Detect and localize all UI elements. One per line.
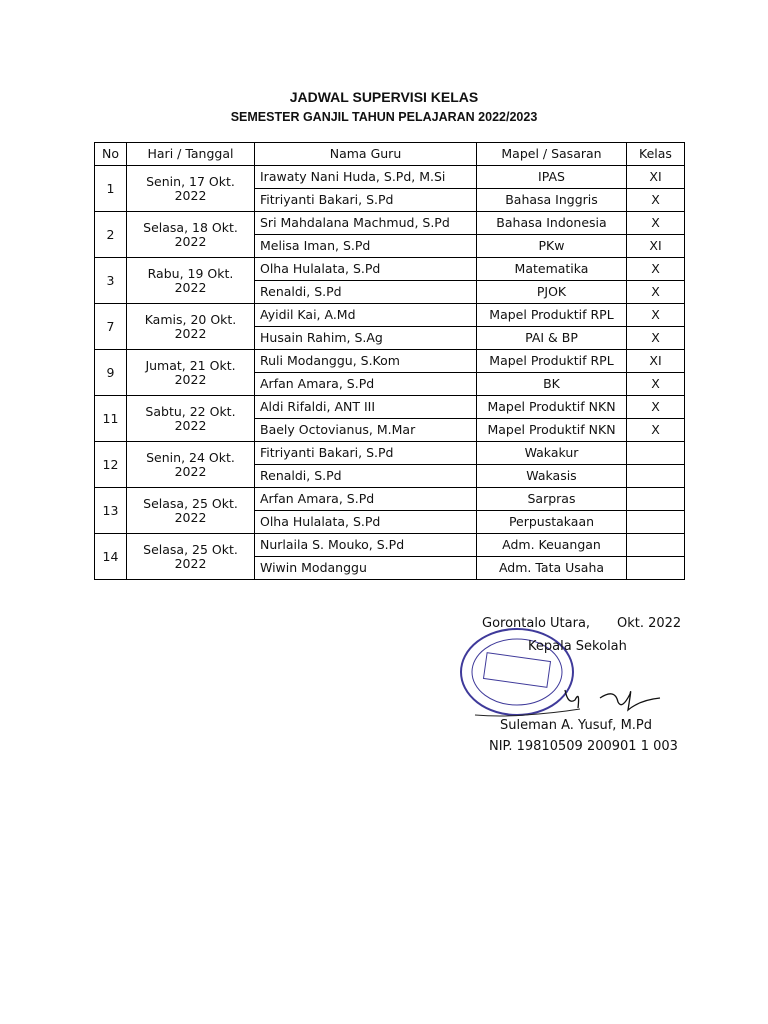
date-cell	[127, 442, 255, 488]
subject-cell: Mapel Produktif NKN	[477, 419, 627, 442]
teacher-name: Baely Octovianus, M.Mar	[255, 419, 477, 442]
teacher-name: Ayidil Kai, A.Md	[255, 304, 477, 327]
class-cell: X	[627, 281, 685, 304]
class-cell: X	[627, 419, 685, 442]
signature-scribble	[560, 680, 670, 720]
date-year: 2022	[174, 233, 207, 249]
date-year: 2022	[174, 417, 207, 433]
date-cell	[127, 258, 255, 304]
signature-place: Gorontalo Utara,	[482, 616, 591, 631]
class-cell	[627, 534, 685, 557]
date-year: 2022	[174, 555, 207, 571]
table-body	[95, 166, 685, 580]
signature-role: Kepala Sekolah	[528, 639, 627, 654]
teacher-name: Olha Hulalata, S.Pd	[255, 511, 477, 534]
date-cell	[127, 166, 255, 212]
date-cell	[127, 396, 255, 442]
class-cell: X	[627, 258, 685, 281]
date-cell	[127, 350, 255, 396]
class-cell: X	[627, 212, 685, 235]
table-row	[95, 212, 685, 235]
teacher-name: Wiwin Modanggu	[255, 557, 477, 580]
class-cell	[627, 442, 685, 465]
class-cell: X	[627, 189, 685, 212]
teacher-name: Aldi Rifaldi, ANT III	[255, 396, 477, 419]
subject-cell: IPAS	[477, 166, 627, 189]
class-cell	[627, 557, 685, 580]
subject-cell: Bahasa Indonesia	[477, 212, 627, 235]
row-number: 11	[95, 396, 127, 442]
class-cell: X	[627, 373, 685, 396]
class-cell	[627, 488, 685, 511]
subject-cell: Adm. Keuangan	[477, 534, 627, 557]
teacher-name: Melisa Iman, S.Pd	[255, 235, 477, 258]
table-row	[95, 350, 685, 373]
row-number: 7	[95, 304, 127, 350]
row-number: 12	[95, 442, 127, 488]
date-day: Senin, 17 Okt.	[146, 173, 235, 189]
date-year: 2022	[174, 187, 207, 203]
date-day: Jumat, 21 Okt.	[145, 357, 236, 373]
teacher-name: Sri Mahdalana Machmud, S.Pd	[255, 212, 477, 235]
teacher-name: Renaldi, S.Pd	[255, 281, 477, 304]
subject-cell: Mapel Produktif RPL	[477, 304, 627, 327]
row-number: 14	[95, 534, 127, 580]
class-cell: X	[627, 327, 685, 350]
teacher-name: Nurlaila S. Mouko, S.Pd	[255, 534, 477, 557]
date-cell	[127, 534, 255, 580]
date-day: Selasa, 18 Okt.	[143, 219, 238, 235]
header-no: No	[95, 143, 127, 166]
subject-cell: Matematika	[477, 258, 627, 281]
subject-cell: PJOK	[477, 281, 627, 304]
signature-date: Okt. 2022	[617, 616, 682, 631]
table-row	[95, 534, 685, 557]
subject-cell: Wakakur	[477, 442, 627, 465]
class-cell	[627, 511, 685, 534]
date-year: 2022	[174, 325, 207, 341]
subject-cell: Perpustakaan	[477, 511, 627, 534]
teacher-name: Ruli Modanggu, S.Kom	[255, 350, 477, 373]
teacher-name: Arfan Amara, S.Pd	[255, 488, 477, 511]
teacher-name: Olha Hulalata, S.Pd	[255, 258, 477, 281]
header-subject: Mapel / Sasaran	[477, 143, 627, 166]
date-day: Selasa, 25 Okt.	[143, 541, 238, 557]
date-year: 2022	[174, 279, 207, 295]
date-cell	[127, 304, 255, 350]
table-row	[95, 258, 685, 281]
date-cell	[127, 212, 255, 258]
date-day: Selasa, 25 Okt.	[143, 495, 238, 511]
date-day: Sabtu, 22 Okt.	[145, 403, 236, 419]
teacher-name: Irawaty Nani Huda, S.Pd, M.Si	[255, 166, 477, 189]
header-teacher: Nama Guru	[255, 143, 477, 166]
row-number: 9	[95, 350, 127, 396]
signatory-name: Suleman A. Yusuf, M.Pd	[500, 718, 653, 733]
date-year: 2022	[174, 463, 207, 479]
header-date: Hari / Tanggal	[127, 143, 255, 166]
subject-cell: Bahasa Inggris	[477, 189, 627, 212]
document-title: JADWAL SUPERVISI KELAS	[289, 89, 479, 105]
table-row	[95, 396, 685, 419]
date-cell	[127, 488, 255, 534]
teacher-name: Renaldi, S.Pd	[255, 465, 477, 488]
teacher-name: Fitriyanti Bakari, S.Pd	[255, 189, 477, 212]
header-class: Kelas	[627, 143, 685, 166]
teacher-name: Arfan Amara, S.Pd	[255, 373, 477, 396]
subject-cell: PKw	[477, 235, 627, 258]
table-row	[95, 304, 685, 327]
document-subtitle: SEMESTER GANJIL TAHUN PELAJARAN 2022/2023	[230, 110, 538, 124]
date-day: Senin, 24 Okt.	[146, 449, 235, 465]
row-number: 13	[95, 488, 127, 534]
subject-cell: Adm. Tata Usaha	[477, 557, 627, 580]
table-row	[95, 442, 685, 465]
teacher-name: Husain Rahim, S.Ag	[255, 327, 477, 350]
class-cell	[627, 465, 685, 488]
row-number: 1	[95, 166, 127, 212]
subject-cell: Sarpras	[477, 488, 627, 511]
class-cell: X	[627, 396, 685, 419]
class-cell: XI	[627, 166, 685, 189]
class-cell: XI	[627, 350, 685, 373]
date-year: 2022	[174, 509, 207, 525]
signatory-nip: NIP. 19810509 200901 1 003	[489, 739, 678, 754]
subject-cell: BK	[477, 373, 627, 396]
subject-cell: Mapel Produktif RPL	[477, 350, 627, 373]
date-day: Rabu, 19 Okt.	[147, 265, 234, 281]
table-row	[95, 488, 685, 511]
table-header-row	[95, 143, 685, 166]
row-number: 3	[95, 258, 127, 304]
class-cell: XI	[627, 235, 685, 258]
table-row	[95, 166, 685, 189]
schedule-table	[94, 142, 685, 580]
subject-cell: PAI & BP	[477, 327, 627, 350]
subject-cell: Wakasis	[477, 465, 627, 488]
teacher-name: Fitriyanti Bakari, S.Pd	[255, 442, 477, 465]
class-cell: X	[627, 304, 685, 327]
subject-cell: Mapel Produktif NKN	[477, 396, 627, 419]
date-year: 2022	[174, 371, 207, 387]
row-number: 2	[95, 212, 127, 258]
date-day: Kamis, 20 Okt.	[144, 311, 237, 327]
